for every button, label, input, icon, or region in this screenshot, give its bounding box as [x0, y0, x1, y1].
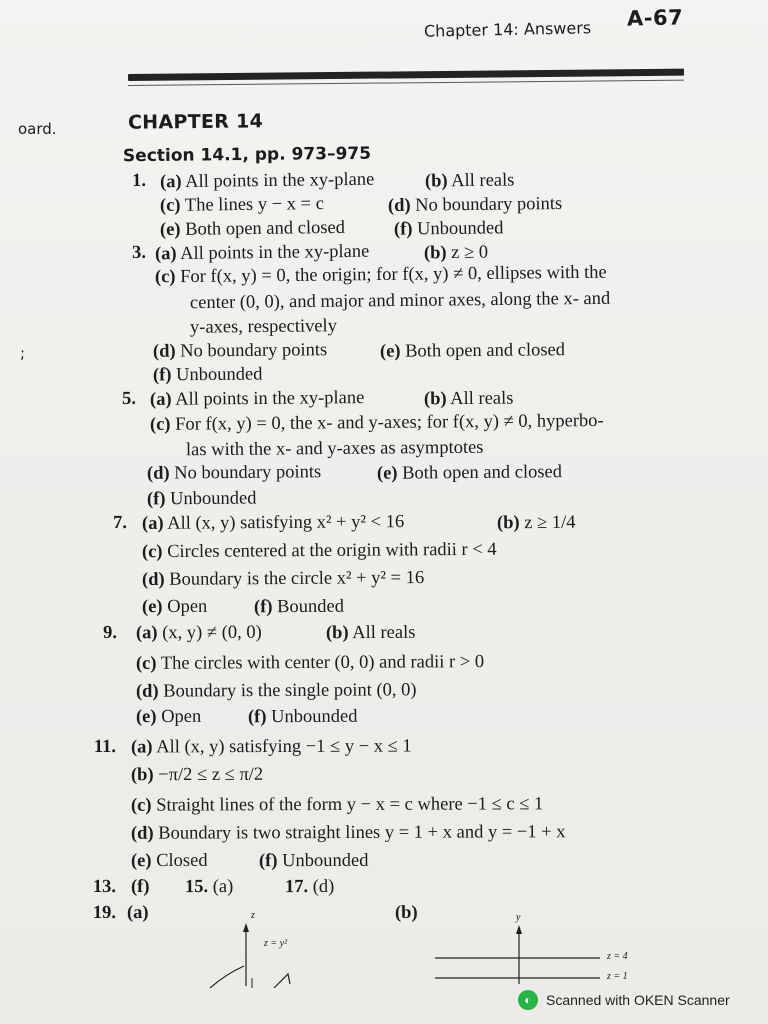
part-text: Closed [156, 850, 208, 872]
answer-number: 1. [131, 170, 147, 192]
running-header: Chapter 14: Answers [423, 18, 592, 41]
part-label: (c) [149, 414, 171, 435]
part-label: (d) [146, 463, 170, 484]
part-text: Open [161, 706, 202, 728]
answer-part [136, 680, 417, 702]
part-text: All points in the xy-plane [185, 169, 375, 193]
answer-part [394, 218, 504, 240]
part-label: (d) [135, 681, 159, 702]
figure-19b-axis-label: y [516, 912, 521, 923]
answer-part [153, 365, 263, 387]
part-text: For f(x, y) = 0, the origin; for f(x, y) ≠ 0, ellipses with the [180, 262, 607, 288]
part-label: (b) [496, 513, 520, 534]
part-label: (a) [154, 244, 177, 265]
answer-part [326, 623, 416, 644]
part-label: (c) [130, 795, 152, 816]
part-label: (a) [141, 513, 164, 534]
answer-part [147, 489, 257, 511]
answer-part [142, 597, 207, 618]
part-text: For f(x, y) = 0, the x- and y-axes; for f(x, y) ≠ 0, hyperbo- [175, 411, 604, 435]
answer-part [147, 462, 321, 485]
part-label: (d) [130, 823, 154, 844]
answer-number: 5. [122, 388, 137, 410]
part-label: (b) [423, 389, 447, 410]
answer-part [131, 794, 543, 816]
part-text: No boundary points [180, 340, 328, 362]
part-text: las with the x- and y-axes as asymptotes [185, 437, 484, 461]
answer-part [190, 316, 337, 339]
part-text: All reals [352, 622, 416, 644]
answer-part [254, 597, 344, 619]
part-label: 15. [184, 877, 209, 898]
part-label: (a) [159, 172, 182, 193]
part-text: Unbounded [170, 488, 257, 510]
answer-part [136, 707, 201, 728]
part-text: z ≥ 0 [451, 242, 489, 264]
chapter-title: CHAPTER 14 [127, 110, 264, 134]
part-text: Unbounded [271, 706, 358, 728]
part-text: Straight lines of the form y − x = c where −1 ≤ c ≤ 1 [156, 794, 544, 816]
part-text: Bounded [277, 596, 344, 618]
part-label: (d) [152, 341, 176, 362]
answer-part [155, 263, 607, 289]
answer-part [377, 462, 562, 485]
answer-part [131, 737, 412, 759]
answer-part [150, 411, 604, 436]
answer-part [497, 513, 576, 535]
part-text: (a) [212, 876, 234, 897]
answer-part [388, 194, 562, 217]
figure-19a-axis-label: z [251, 910, 255, 921]
part-label: (b) [424, 171, 448, 192]
part-text: All (x, y) satisfying x² + y² < 16 [167, 512, 405, 534]
figure-19a-curve-label: z = y² [264, 938, 288, 949]
part-label: (e) [159, 219, 181, 241]
part-label: (a) [135, 623, 158, 644]
scanner-watermark [518, 990, 730, 1010]
answer-number: 3. [131, 242, 147, 264]
part-text: No boundary points [174, 462, 322, 484]
answer-part [185, 877, 233, 898]
answer-part [136, 652, 484, 675]
part-label: (b) [394, 902, 418, 924]
part-text: All points in the xy-plane [180, 241, 370, 265]
part-label: (d) [387, 195, 411, 217]
part-text: Boundary is the circle x² + y² = 16 [169, 568, 425, 590]
answer-part [142, 512, 404, 535]
answer-number: 19. [92, 902, 117, 924]
part-label: (f) [247, 707, 267, 728]
part-label: (b) [423, 243, 447, 264]
part-text: Both open and closed [185, 217, 346, 240]
scanner-text: Scanned with OKEN Scanner [546, 992, 730, 1008]
part-text: z ≥ 1/4 [524, 512, 576, 534]
section-title: Section 14.1, pp. 973–975 [122, 143, 372, 167]
part-label: (c) [135, 653, 157, 674]
answer-part [136, 623, 262, 645]
scanner-logo-icon: ◐ [518, 990, 538, 1010]
part-text: Both open and closed [402, 462, 563, 484]
answer-part [131, 851, 208, 872]
part-text: Boundary is two straight lines y = 1 + x and y = −1 + x [158, 822, 566, 844]
part-label: (f) [253, 597, 273, 618]
answer-number: 9. [103, 622, 118, 644]
part-label: (f) [258, 851, 278, 872]
answer-part [160, 218, 345, 241]
answer-part [131, 822, 566, 845]
part-label: (e) [379, 341, 401, 362]
answer-part [395, 903, 418, 924]
answer-number: 13. [92, 876, 117, 898]
part-text: center (0, 0), and major and minor axes, along the x- and [189, 288, 611, 314]
part-label: (e) [376, 463, 398, 484]
answer-part [248, 707, 358, 729]
part-label: (a) [149, 389, 172, 410]
answer-part [380, 340, 565, 363]
answer-part [186, 438, 484, 462]
header-rule-thin [128, 80, 684, 86]
part-label: (f) [146, 489, 166, 510]
answer-part [153, 340, 327, 363]
part-label: (c) [159, 195, 181, 217]
part-text: (d) [312, 876, 335, 897]
part-text: Open [167, 596, 208, 618]
part-text: All reals [450, 388, 514, 410]
header-rule [128, 69, 684, 81]
part-label: (c) [141, 542, 163, 563]
margin-fragment: oard. [18, 120, 57, 138]
answer-part [131, 877, 150, 898]
answer-part [127, 903, 149, 924]
part-label: (e) [130, 851, 152, 872]
part-text: No boundary points [415, 193, 563, 216]
part-label: (b) [325, 623, 349, 644]
part-text: All points in the xy-plane [175, 388, 365, 410]
answer-part [131, 765, 263, 786]
answer-part [142, 540, 497, 563]
answer-part [142, 568, 424, 591]
part-label: (a) [126, 902, 149, 924]
figure-19b [430, 916, 630, 986]
part-text: The circles with center (0, 0) and radii r > 0 [160, 652, 485, 674]
part-text: Circles centered at the origin with radii r < 4 [167, 539, 497, 563]
page-number: A-67 [626, 5, 684, 31]
answer-part [424, 389, 514, 411]
answer-part [259, 851, 369, 872]
part-label: (e) [141, 597, 163, 618]
answer-part [160, 194, 324, 217]
part-text: The lines y − x = c [184, 193, 324, 216]
answer-part [190, 289, 610, 314]
figure-19b-line-label: z = 4 [607, 951, 628, 962]
part-label: (e) [135, 707, 157, 728]
part-text: −π/2 ≤ z ≤ π/2 [158, 764, 264, 786]
part-text: Boundary is the single point (0, 0) [163, 680, 417, 702]
part-label: (f) [393, 219, 413, 240]
answer-part [155, 242, 370, 266]
part-text: Unbounded [282, 850, 369, 872]
part-label: (d) [141, 569, 165, 590]
figure-19a [196, 908, 316, 988]
figure-19b-line-label: z = 1 [607, 971, 628, 982]
part-text: Unbounded [416, 218, 504, 240]
part-text: All reals [451, 170, 515, 192]
part-text: All (x, y) satisfying −1 ≤ y − x ≤ 1 [156, 736, 412, 758]
answer-part [424, 243, 488, 265]
answer-part [150, 388, 364, 411]
part-label: 17. [284, 877, 309, 898]
margin-fragment: ; [20, 344, 26, 362]
part-label: (a) [130, 737, 153, 758]
part-label: (b) [130, 765, 154, 786]
answer-part [285, 877, 334, 898]
part-label: (f) [152, 365, 172, 386]
part-text: Unbounded [176, 364, 263, 386]
answer-number: 7. [113, 512, 128, 534]
answer-number: 11. [93, 736, 117, 758]
part-text: y-axes, respectively [189, 316, 338, 338]
part-label: (c) [154, 267, 176, 288]
part-label: (f) [130, 876, 150, 898]
part-text: (x, y) ≠ (0, 0) [162, 622, 262, 644]
part-text: Both open and closed [405, 340, 566, 362]
answer-part [425, 170, 515, 192]
answer-part [160, 170, 375, 194]
